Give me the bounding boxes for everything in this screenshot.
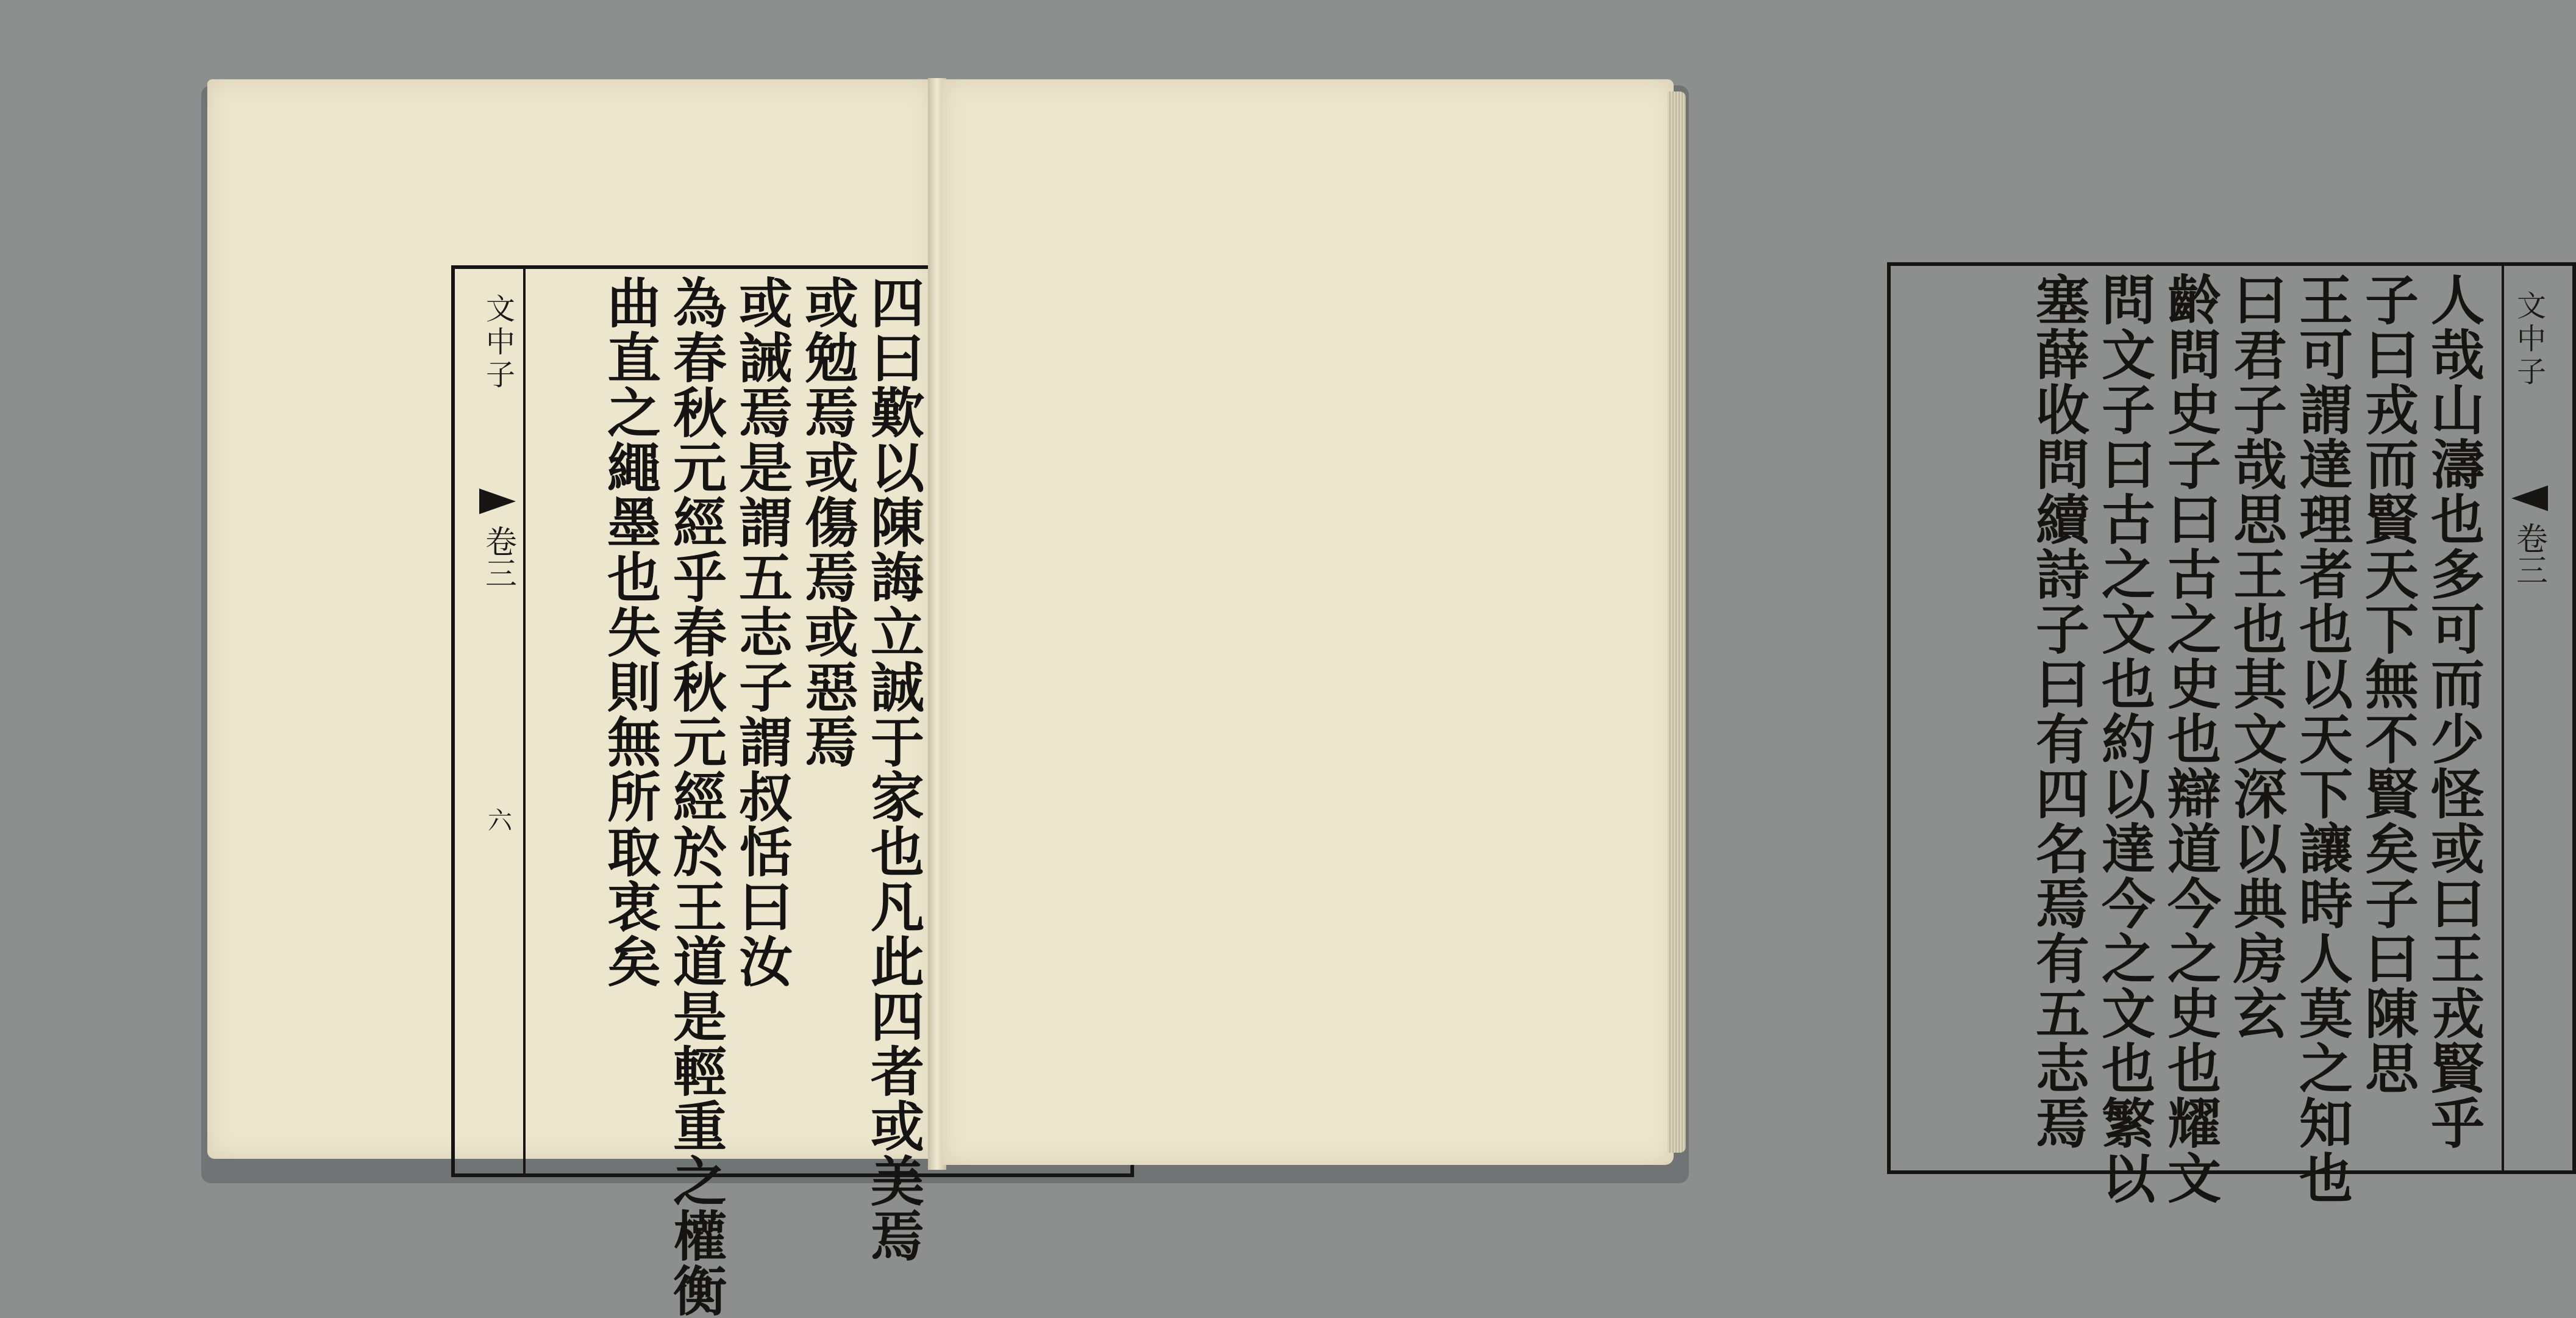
right-text-column: 子曰戎而賢天下無不賢矣子曰陳思 <box>2357 272 2420 1095</box>
left-text-column: 為春秋元經乎春秋元經於王道是輕重之權衡 <box>665 275 728 1318</box>
right-text-column: 人哉山濤也多可而少怪或曰王戎賢乎 <box>2422 272 2486 1150</box>
left-text-column: 或誡焉是謂五志子謂叔恬曰汝 <box>730 275 794 989</box>
left-chapter-label: 卷三 <box>479 525 516 589</box>
left-page-heading: 文中子 <box>480 293 515 392</box>
right-text-column: 塞薛收問續詩子曰有四名焉有五志焉 <box>2027 272 2091 1150</box>
fishtail-mark-icon <box>479 489 516 514</box>
right-text-column: 齡問史子曰古之史也辯道今之史也耀文 <box>2159 272 2222 1205</box>
stacked-page-edges <box>1668 91 1686 1153</box>
right-text-columns <box>1897 272 2487 1205</box>
right-text-column: 王可謂達理者也以天下讓時人莫之知也 <box>2291 272 2354 1205</box>
left-text-column: 四曰歎以陳誨立誠于家也凡此四者或美焉 <box>862 275 926 1263</box>
left-text-column: 或勉焉或傷焉或惡焉 <box>796 275 860 769</box>
right-chapter-label: 卷三 <box>2510 522 2547 586</box>
fishtail-mark-icon <box>2511 485 2548 511</box>
left-heading-strip <box>473 269 526 1173</box>
right-print-frame <box>1887 262 2576 1205</box>
right-text-column: 問文子曰古之文也約以達今之文也繁以 <box>2093 272 2157 1205</box>
right-heading-strip <box>2502 266 2554 1170</box>
right-text-column: 曰君子哉思王也其文深以典房玄 <box>2225 272 2288 1040</box>
right-page-heading: 文中子 <box>2511 290 2546 389</box>
left-folio-number: 六 <box>483 808 512 832</box>
left-text-column: 曲直之繩墨也失則無所取衷矣 <box>599 275 662 989</box>
left-page <box>207 79 933 1318</box>
right-page <box>942 79 2547 1205</box>
